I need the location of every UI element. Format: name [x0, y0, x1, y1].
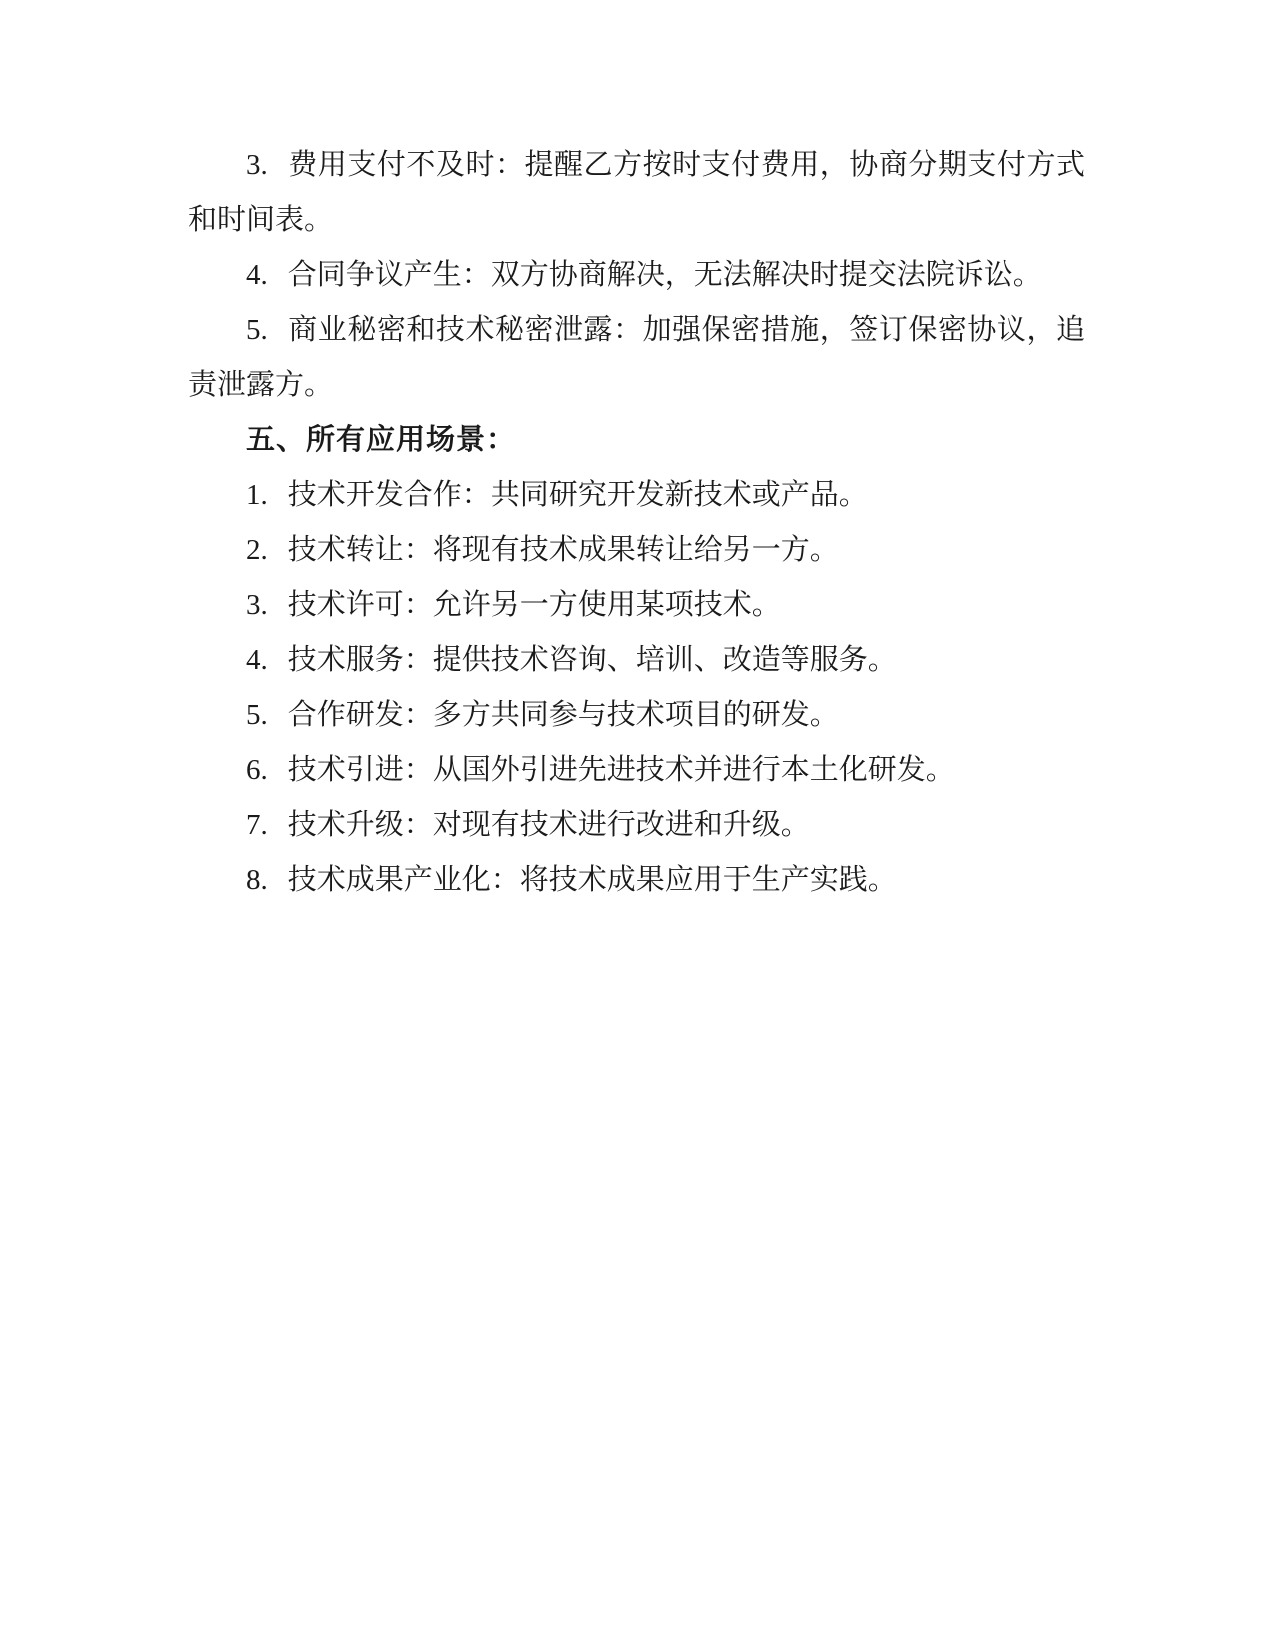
list-number: 3. [246, 589, 268, 621]
list-number: 8. [246, 864, 268, 896]
list-number: 3. [246, 149, 268, 181]
list-number: 4. [246, 644, 268, 676]
list-number: 6. [246, 754, 268, 786]
list-paragraph [188, 743, 1085, 798]
paragraph-text: 技术引进：从国外引进先进技术并进行本土化研发。 [287, 754, 955, 786]
list-paragraph [188, 853, 1085, 908]
list-number: 5. [246, 699, 268, 731]
list-paragraph [188, 138, 1085, 248]
paragraph-text: 技术成果产业化：将技术成果应用于生产实践。 [287, 864, 897, 896]
paragraph-text: 技术服务：提供技术咨询、培训、改造等服务。 [287, 644, 897, 676]
list-paragraph [188, 523, 1085, 578]
list-number: 2. [246, 534, 268, 566]
list-paragraph [188, 633, 1085, 688]
document-body [188, 138, 1085, 908]
paragraph-text: 技术升级：对现有技术进行改进和升级。 [287, 809, 810, 841]
paragraph-text: 费用支付不及时：提醒乙方按时支付费用，协商分期支付方式和时间表。 [188, 149, 1085, 236]
section-heading [188, 413, 1085, 468]
paragraph-text: 技术转让：将现有技术成果转让给另一方。 [287, 534, 839, 566]
paragraph-text: 合同争议产生：双方协商解决，无法解决时提交法院诉讼。 [287, 259, 1042, 291]
paragraph-text: 技术开发合作：共同研究开发新技术或产品。 [287, 479, 868, 511]
list-number: 5. [246, 314, 268, 346]
list-number: 1. [246, 479, 268, 511]
paragraph-text: 技术许可：允许另一方使用某项技术。 [287, 589, 781, 621]
list-paragraph [188, 248, 1085, 303]
list-paragraph [188, 798, 1085, 853]
list-paragraph [188, 688, 1085, 743]
list-number: 4. [246, 259, 268, 291]
list-number: 7. [246, 809, 268, 841]
list-paragraph [188, 468, 1085, 523]
list-paragraph [188, 303, 1085, 413]
paragraph-text: 商业秘密和技术秘密泄露：加强保密措施，签订保密协议，追责泄露方。 [188, 314, 1085, 401]
paragraph-text: 合作研发：多方共同参与技术项目的研发。 [287, 699, 839, 731]
list-paragraph [188, 578, 1085, 633]
heading-text: 五、所有应用场景： [246, 424, 517, 456]
